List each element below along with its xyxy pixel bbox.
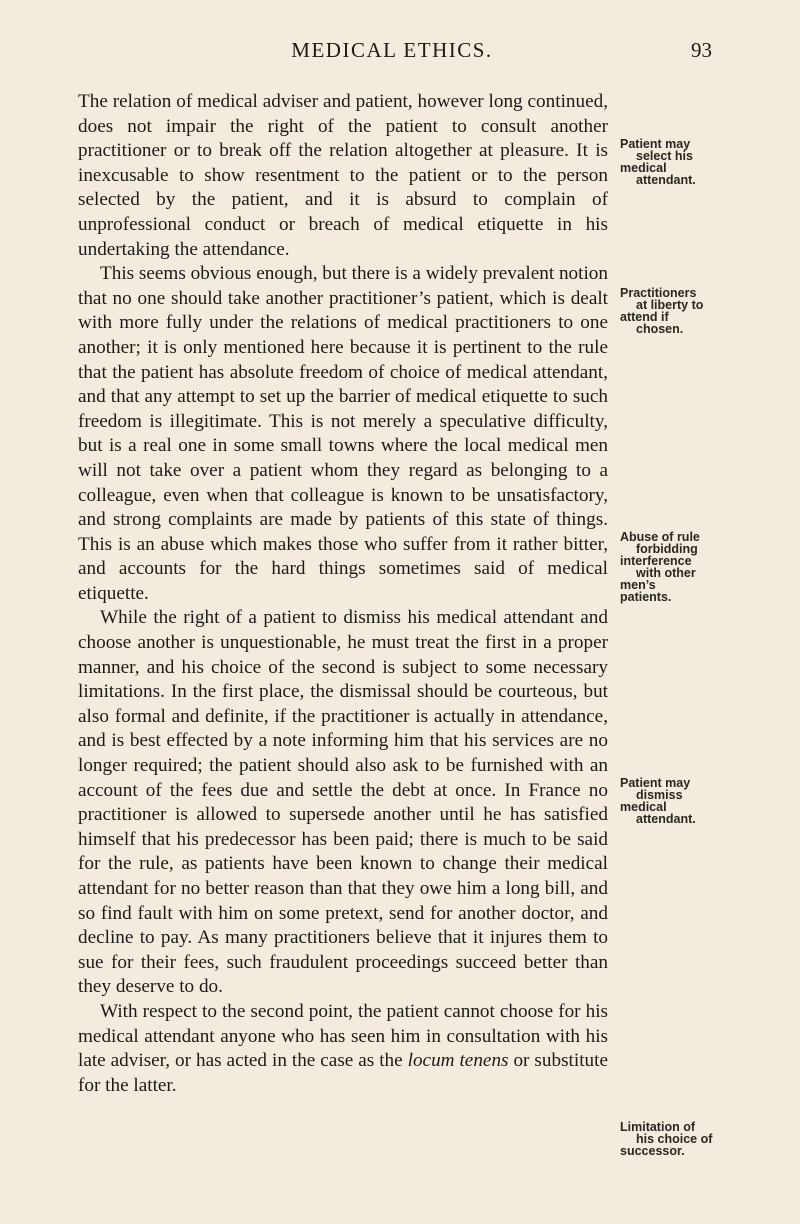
sidenote-line: medical bbox=[620, 161, 667, 175]
sidenote-limitation-successor bbox=[620, 1121, 800, 1157]
page-header bbox=[72, 38, 712, 68]
sidenote-line: interference bbox=[620, 554, 692, 568]
sidenote-line: at liberty to bbox=[636, 298, 704, 312]
sidenote-abuse-of-rule bbox=[620, 531, 800, 603]
sidenote-line: forbidding bbox=[636, 542, 698, 556]
sidenote-practitioners-liberty bbox=[620, 287, 800, 335]
sidenote-line: men’s bbox=[620, 578, 656, 592]
sidenote-line: select his bbox=[636, 149, 693, 163]
sidenote-line: dismiss bbox=[636, 788, 683, 802]
paragraph-limitation-end: or substitute for the latter. bbox=[78, 1050, 608, 1096]
running-title: MEDICAL ETHICS. bbox=[291, 38, 493, 62]
body-text bbox=[78, 90, 608, 1098]
locum-tenens-emphasis: locum tenens bbox=[407, 1050, 509, 1072]
sidenote-line: patients. bbox=[620, 590, 672, 604]
sidenote-dismiss-attendant bbox=[620, 777, 800, 825]
paragraph-dismissal: While the right of a patient to dismiss his medical attendant and choose another is unquestionable, he must treat the first in a proper manner, and his choice of the second is subject to some necessary limitations. In the first place, the dismissal should be courteous, but also formal and definite, if the practitioner is actually in attendance, and is best effected by a note informing him that his services are no longer required; the patient should also ask to be furnished with an account of the fees due and settle the debt at once. In France no practitioner is allowed to supersede another until he has satisfied himself that his predecessor has been paid; there is much to be said for the rule, as patients have been known to change their medical attendant for no better reason than that they owe him a long bill, and so find fault with him on some pretext, send for another doctor, and decline to pay. As many practitioners believe that it injures them to sue for their fees, such fraudulent proceedings succeed better than they deserve to do. bbox=[78, 607, 608, 998]
sidenote-line: Patient may bbox=[620, 776, 691, 790]
sidenote-line: Limitation of bbox=[620, 1120, 695, 1134]
paragraph-prevalent-notion: This seems obvious enough, but there is a widely prevalent notion that no one should take another practitioner’s patient, which is dealt with more fully under the relations of medical practitioners to one another; it is only mentioned here because it is pertinent to the rule that the patient has absolute freedom of choice of medical attendant, and that any attempt to set up the barrier of medical etiquette to such freedom is illegitimate. This is not merely a speculative difficulty, but is a real one in some small towns where the local medical men will not take over a patient whom they regard as belonging to a colleague, even when that colleague is known to be unsatisfactory, and strong complaints are made by patients of this state of things. This is an abuse which makes those who suffer from it rather bitter, and accounts for the hard things sometimes said of medical etiquette. bbox=[78, 263, 608, 604]
sidenote-line: attendant. bbox=[636, 812, 696, 826]
sidenote-line: Practitioners bbox=[620, 286, 697, 300]
sidenote-line: Abuse of rule bbox=[620, 530, 700, 544]
sidenote-line: medical bbox=[620, 800, 667, 814]
paragraph-limitation-text: With respect to the second point, the patient cannot choose for his medical attendant anyone who has seen him in consultation with his late adviser, or has acted in the case as the bbox=[78, 1000, 608, 1072]
sidenote-line: with other bbox=[636, 566, 696, 580]
page-number: 93 bbox=[691, 38, 712, 62]
sidenote-line: successor. bbox=[620, 1144, 685, 1158]
paragraph-limitation bbox=[78, 1000, 608, 1098]
sidenote-line: attend if bbox=[620, 310, 669, 324]
sidenote-line: Patient may bbox=[620, 137, 691, 151]
sidenote-line: his choice of bbox=[636, 1132, 713, 1146]
sidenote-line: attendant. bbox=[636, 173, 696, 187]
sidenote-line: chosen. bbox=[636, 322, 684, 336]
paragraph-patient-right: The relation of medical adviser and patient, however long continued, does not impair the right of the patient to consult another practitioner or to break off the relation altogether at pleasure. It is inexcusable to show resentment to the patient or to the person selected by the patient, and it is absurd to complain of unprofessional conduct or breach of medical etiquette in his undertaking the attendance. bbox=[78, 91, 608, 260]
sidenote-select-attendant bbox=[620, 138, 800, 186]
